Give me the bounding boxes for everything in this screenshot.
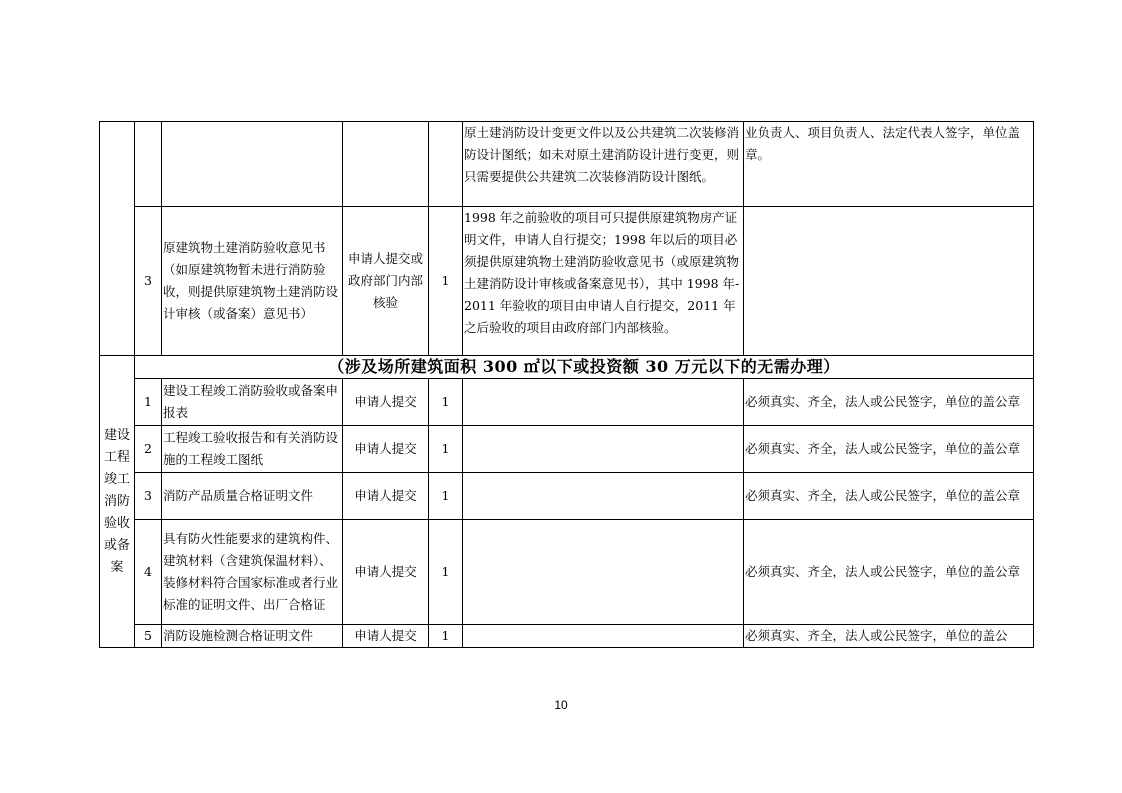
material-cell bbox=[162, 122, 343, 207]
row-index: 2 bbox=[135, 426, 162, 473]
category-cell-previous bbox=[100, 122, 135, 356]
category-cell: 建设工程竣工消防验收或备案 bbox=[100, 356, 135, 648]
table-row bbox=[100, 426, 1034, 473]
requirements-cell: 必须真实、齐全，法人或公民签字，单位的盖公 bbox=[744, 625, 1034, 648]
notes-cell bbox=[463, 625, 744, 648]
section-note: （涉及场所建筑面积 300 ㎡以下或投资额 30 万元以下的无需办理） bbox=[135, 356, 1034, 379]
table-row bbox=[100, 520, 1034, 625]
row-index: 3 bbox=[135, 207, 162, 356]
source-cell: 申请人提交或政府部门内部核验 bbox=[343, 207, 429, 356]
requirements-cell: 业负责人、项目负责人、法定代表人签字，单位盖章。 bbox=[744, 122, 1034, 207]
row-index: 5 bbox=[135, 625, 162, 648]
notes-cell: 1998 年之前验收的项目可只提供原建筑物房产证明文件，申请人自行提交；1998 年以后的项目必须提供原建筑物土建消防验收意见书（或原建筑物土建消防设计审核或备案意见书），其中 1998 年-2011 年验收的项目由申请人自行提交，2011 年之后验收的项目由政府部门内部核验。 bbox=[463, 207, 744, 356]
notes-cell: 原土建消防设计变更文件以及公共建筑二次装修消防设计图纸；如未对原土建消防设计进行变更，则只需要提供公共建筑二次装修消防设计图纸。 bbox=[463, 122, 744, 207]
section-header-row bbox=[100, 356, 1034, 379]
source-cell: 申请人提交 bbox=[343, 473, 429, 520]
notes-cell bbox=[463, 426, 744, 473]
requirements-cell: 必须真实、齐全，法人或公民签字，单位的盖公章 bbox=[744, 473, 1034, 520]
table-row bbox=[100, 379, 1034, 426]
copies-cell: 1 bbox=[429, 379, 463, 426]
requirements-cell: 必须真实、齐全，法人或公民签字，单位的盖公章 bbox=[744, 379, 1034, 426]
row-index: 3 bbox=[135, 473, 162, 520]
materials-table bbox=[99, 121, 1034, 648]
row-index: 1 bbox=[135, 379, 162, 426]
table-row bbox=[100, 207, 1034, 356]
source-cell: 申请人提交 bbox=[343, 625, 429, 648]
notes-cell bbox=[463, 379, 744, 426]
page-number: 10 bbox=[554, 698, 568, 712]
material-cell: 原建筑物土建消防验收意见书（如原建筑物暂未进行消防验收，则提供原建筑物土建消防设计审核（或备案）意见书） bbox=[162, 207, 343, 356]
notes-cell bbox=[463, 473, 744, 520]
material-cell: 消防产品质量合格证明文件 bbox=[162, 473, 343, 520]
requirements-cell: 必须真实、齐全，法人或公民签字，单位的盖公章 bbox=[744, 520, 1034, 625]
copies-cell: 1 bbox=[429, 625, 463, 648]
material-cell: 具有防火性能要求的建筑构件、建筑材料（含建筑保温材料）、装修材料符合国家标准或者行业标准的证明文件、出厂合格证 bbox=[162, 520, 343, 625]
table-row bbox=[100, 122, 1034, 207]
source-cell: 申请人提交 bbox=[343, 426, 429, 473]
requirements-cell: 必须真实、齐全，法人或公民签字，单位的盖公章 bbox=[744, 426, 1034, 473]
copies-cell: 1 bbox=[429, 426, 463, 473]
row-index: 4 bbox=[135, 520, 162, 625]
notes-cell bbox=[463, 520, 744, 625]
source-cell bbox=[343, 122, 429, 207]
material-cell: 消防设施检测合格证明文件 bbox=[162, 625, 343, 648]
source-cell: 申请人提交 bbox=[343, 379, 429, 426]
copies-cell: 1 bbox=[429, 207, 463, 356]
table-row bbox=[100, 473, 1034, 520]
copies-cell: 1 bbox=[429, 473, 463, 520]
copies-cell: 1 bbox=[429, 520, 463, 625]
material-cell: 工程竣工验收报告和有关消防设施的工程竣工图纸 bbox=[162, 426, 343, 473]
table-row bbox=[100, 625, 1034, 648]
row-index bbox=[135, 122, 162, 207]
copies-cell bbox=[429, 122, 463, 207]
source-cell: 申请人提交 bbox=[343, 520, 429, 625]
material-cell: 建设工程竣工消防验收或备案申报表 bbox=[162, 379, 343, 426]
requirements-cell bbox=[744, 207, 1034, 356]
